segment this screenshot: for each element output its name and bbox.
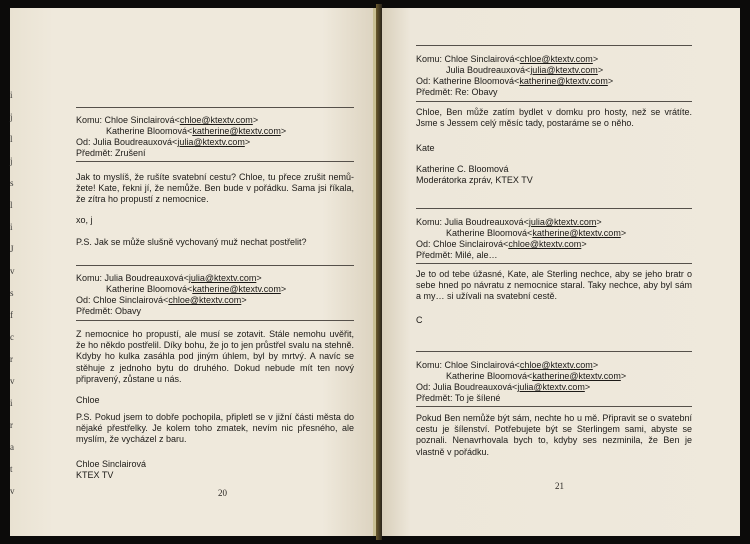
- email-to-line: Komu: Julia Boudreauxová<julia@ktextv.com>: [416, 217, 602, 227]
- signature-name: Katherine C. Bloomová: [416, 164, 509, 174]
- header-rule: [416, 101, 692, 102]
- header-rule: [76, 320, 354, 321]
- email-body: Jak to myslíš, že rušíte svatební cestu? Chloe, tu přece zrušit nemů-žete! Kate, řekni jí, že nemůže. Ben bude v pořádku. Sama jsi říkala, že zítra ho propustí z nemocnice.: [76, 172, 354, 205]
- margin-char: v: [10, 266, 15, 276]
- email-from-line: Od: Julia Boudreauxová<julia@ktextv.com>: [76, 137, 251, 147]
- margin-char: t: [10, 464, 13, 474]
- right-page: [382, 8, 740, 536]
- header-rule: [416, 406, 692, 407]
- email-from-line: Od: Katherine Bloomová<katherine@ktextv.com>: [416, 76, 614, 86]
- signature-org: Moderátorka zpráv, KTEX TV: [416, 175, 533, 185]
- page-number: 20: [218, 488, 227, 498]
- email-signoff: Kate: [416, 143, 435, 153]
- email-cc-line: Katherine Bloomová<katherine@ktextv.com>: [106, 284, 287, 294]
- email-signoff: C: [416, 315, 423, 325]
- email-cc-line: Katherine Bloomová<katherine@ktextv.com>: [446, 371, 627, 381]
- email-to-line: Komu: Julia Boudreauxová<julia@ktextv.com>: [76, 273, 262, 283]
- email-from-line: Od: Chloe Sinclairová<chloe@ktextv.com>: [76, 295, 247, 305]
- header-rule: [416, 351, 692, 352]
- margin-char: f: [10, 310, 13, 320]
- email-to-line: Komu: Chloe Sinclairová<chloe@ktextv.com>: [76, 115, 259, 125]
- left-page: [10, 8, 376, 536]
- email-body: Chloe, Ben může zatím bydlet v domku pro hosty, než se vrátíte. Jsme s Jessem celý měsíc tady, postaráme se o něho.: [416, 107, 692, 129]
- margin-char: j: [10, 156, 13, 166]
- email-signoff: Chloe: [76, 395, 100, 405]
- header-rule: [416, 263, 692, 264]
- email-ps: P.S. Jak se může slušně vychovaný muž nechat postřelit?: [76, 237, 307, 247]
- email-subject: Předmět: Milé, ale…: [416, 250, 498, 260]
- margin-char: s: [10, 288, 14, 298]
- margin-char: j: [10, 112, 13, 122]
- email-to-line: Komu: Chloe Sinclairová<chloe@ktextv.com>: [416, 360, 599, 370]
- margin-char: l: [10, 200, 13, 210]
- email-ps: P.S. Pokud jsem to dobře pochopila, připletl se v jižní části města do nějaké přestřelky. Je kolem toho zmatek, nevím nic přesného, ale myslím, že vycházel z baru.: [76, 412, 354, 445]
- email-subject: Předmět: To je šílené: [416, 393, 501, 403]
- email-subject: Předmět: Zrušení: [76, 148, 146, 158]
- margin-letters: [10, 90, 24, 510]
- email-from-line: Od: Chloe Sinclairová<chloe@ktextv.com>: [416, 239, 587, 249]
- signature-org: KTEX TV: [76, 470, 114, 480]
- signature-name: Chloe Sinclairová: [76, 459, 147, 469]
- email-body: Pokud Ben nemůže být sám, nechte ho u mě. Připravit se o svatební cestu je šílenství. Potřebujete být se Sterlingem sami, abyste se poznali. Nenavrhovala bych to, kdyby ses nezminila, že Ben je vlastně v pořádku.: [416, 413, 692, 457]
- header-rule: [76, 265, 354, 266]
- header-rule: [416, 45, 692, 46]
- margin-char: i: [10, 90, 13, 100]
- email-to-line: Komu: Chloe Sinclairová<chloe@ktextv.com>: [416, 54, 599, 64]
- margin-char: l: [10, 134, 13, 144]
- margin-char: i: [10, 222, 13, 232]
- margin-char: i: [10, 398, 13, 408]
- page-number: 21: [555, 481, 564, 491]
- header-rule: [76, 161, 354, 162]
- header-rule: [416, 208, 692, 209]
- header-rule: [76, 107, 354, 108]
- email-subject: Předmět: Re: Obavy: [416, 87, 498, 97]
- email-cc-line: Katherine Bloomová<katherine@ktextv.com>: [106, 126, 287, 136]
- email-cc-line: Julia Boudreauxová<julia@ktextv.com>: [446, 65, 604, 75]
- email-cc-line: Katherine Bloomová<katherine@ktextv.com>: [446, 228, 627, 238]
- margin-char: r: [10, 420, 13, 430]
- margin-char: a: [10, 442, 14, 452]
- email-body: Z nemocnice ho propustí, ale musí se zotavit. Stále nemohu uvěřit, že ho někdo postřelil. Díky bohu, že jo to jen průstřel svalu na stehně. Kdyby ho kulka zasáhla pod jiným úhlem, byl by mrtvý. A navíc se stěhuje z jednoho bytu do druhého. Dokud nebude mít ten nový připravený, zůstane u nás.: [76, 329, 354, 384]
- margin-char: J: [10, 244, 14, 254]
- margin-char: s: [10, 178, 14, 188]
- margin-char: v: [10, 376, 15, 386]
- margin-char: c: [10, 332, 14, 342]
- margin-char: v: [10, 486, 15, 496]
- email-subject: Předmět: Obavy: [76, 306, 142, 316]
- email-from-line: Od: Julia Boudreauxová<julia@ktextv.com>: [416, 382, 591, 392]
- margin-char: r: [10, 354, 13, 364]
- email-signoff: xo, j: [76, 215, 93, 225]
- email-body: Je to od tebe úžasné, Kate, ale Sterling nechce, aby se jeho bratr o sebe hned po návratu z nemocnice staral. Taky nechce, aby byl sám a my… si užívali na svatební cestě.: [416, 269, 692, 302]
